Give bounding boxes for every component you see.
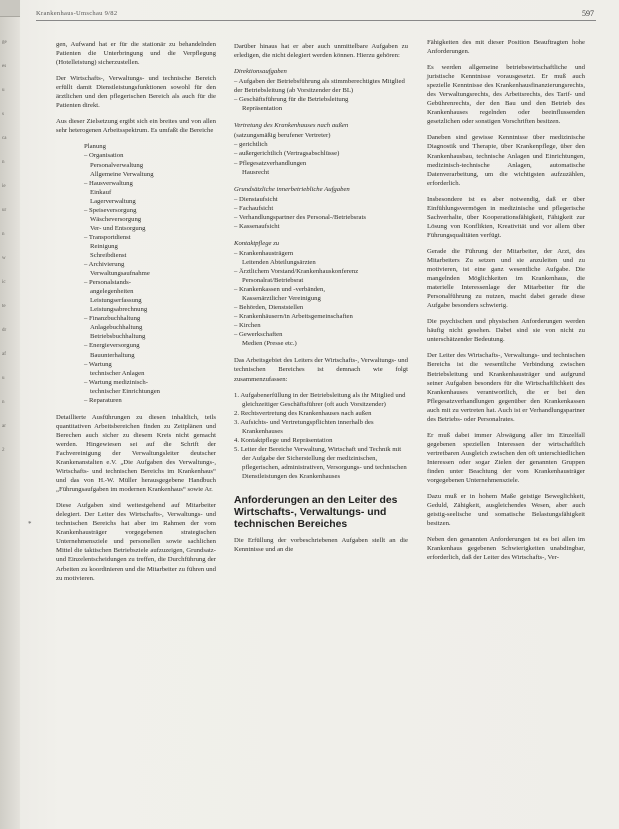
numbered-item: 5. Leiter der Bereiche Verwaltung, Wirtschaft und Technik mit der Aufgabe der Sicherstellung der medizinischen, pflegerischen, administrativen, Versorgungs- und technischen Dienstleistungen des Krankenhauses xyxy=(234,445,407,480)
subsection-heading: Direktionsaufgaben xyxy=(234,68,287,76)
list-item: – Organisation xyxy=(84,152,124,160)
list-item: – Reparaturen xyxy=(84,396,122,404)
list-item: – Wartung medizinisch- xyxy=(84,378,148,386)
numbered-item: 3. Aufsichts- und Vertretungspflichten innerhalb des Krankenhauses xyxy=(234,418,374,435)
edge-fragment: s xyxy=(2,112,4,117)
list-item: – Dienstaufsicht xyxy=(234,195,278,203)
list-item: – Ärztlichem Vorstand/Krankenhauskonferenz xyxy=(234,267,359,275)
list-item: Anlagebuchhaltung xyxy=(90,324,143,332)
list-item: – Kassenaufsicht xyxy=(234,222,280,230)
edge-fragment: ge xyxy=(2,40,7,45)
edge-fragment: n xyxy=(2,160,5,165)
page-number: 597 xyxy=(582,9,594,18)
list-item: Verwaltungsaufnahme xyxy=(90,270,150,278)
numbered-item: 2. Rechtsvertretung des Krankenhauses nach außen xyxy=(234,409,372,417)
running-header: Krankenhaus-Umschau 9/82 xyxy=(36,10,118,17)
area-list xyxy=(56,142,216,404)
header-rule xyxy=(36,20,596,21)
paragraph: Die psychischen und physischen Anforderungen werden häufig nicht gesehen. Dabei sind sie von nicht zu unterschätzender Bedeutung. xyxy=(427,318,585,344)
list-item: – außergerichtlich (Vertragsabschlüsse) xyxy=(234,150,340,158)
binding-clip xyxy=(0,0,20,17)
edge-fragment: dr xyxy=(2,328,7,333)
edge-fragment: n xyxy=(2,232,5,237)
edge-fragment: u xyxy=(2,376,5,381)
paragraph: Insbesondere ist es aber notwendig, daß er über Einfühlungsvermögen in medizinische und pflegerische Sachverhalte, über Kooperationsfähigkeit, Fähigkeit zur Lösung von Konflikten, Kreativität und vor allem über Führungsqualitäten verfügt. xyxy=(427,195,585,239)
paragraph: Das Arbeitsgebiet des Leiters der Wirtschafts-, Verwaltungs- und technischen Bereiches ist demnach wie folgt zusammenzufassen: xyxy=(234,357,408,383)
edge-fragment: ar xyxy=(2,424,6,429)
list-item: – Krankenhausträgern xyxy=(234,249,294,257)
list-item: – Energieversorgung xyxy=(84,342,140,350)
paragraph: gen, Aufwand hat er für die stationär zu behandelnden Patienten die Unterbringung und die Verpflegung (Hotelleistung) sicherzustellen. xyxy=(56,41,216,67)
column-1 xyxy=(56,40,216,590)
list-item: technischer Anlagen xyxy=(90,369,145,377)
margin-mark: * xyxy=(28,520,32,528)
subsection-note: (satzungsmäßig berufener Vertreter) xyxy=(234,132,331,140)
list-item: – Verhandlungspartner des Personal-/Betriebsrats xyxy=(234,213,366,221)
paragraph: Detaillierte Ausführungen zu diesen inhaltlich, teils quantitativen Arbeitsbereichen finden zu Zeitplänen und Berechen auch sicher zu diesem Kreis nicht gemacht werden. Hingewiesen sei auf die Schrift der Fachvereinigung der Verwaltungsleiter deutscher Krankenanstalten e.V. „Die Aufgaben des Verwaltungs-, Wirtschafts- und technischen Bereichs im Krankenhaus“ und das von H.-W. Müller herausgegebene Handbuch „Führungsaufgaben im modernen Krankenhaus“ sowie Ar. xyxy=(56,413,216,494)
list-item: – Krankenhäusern/in Arbeitsgemeinschaften xyxy=(234,313,353,321)
list-item: Schreibdienst xyxy=(90,251,127,259)
list-item: – Krankenkassen und -verbänden, xyxy=(234,286,325,294)
paragraph: Daneben sind gewisse Kenntnisse über medizinische Diagnostik und Therapie, über Krankenpflege, über den Krankenhausbau, technische Anlagen und Einrichtungen, medizinisch-technische Anlagen, automatische Datenverarbeitung, um die wichtigsten aufzuzählen, erforderlich. xyxy=(427,134,585,187)
edge-fragment: es xyxy=(2,64,7,69)
numbered-item: 4. Kontaktpflege und Repräsentation xyxy=(234,436,333,444)
paragraph: Dazu muß er in hohem Maße geistige Beweglichkeit, Geduld, Zähigkeit, ausgleichendes Wesen, aber auch geistig-seelische und somatische Belastungsfähigkeit besitzen. xyxy=(427,493,585,528)
list-item: Personalrat/Betriebsrat xyxy=(242,277,304,285)
list-item: – gerichtlich xyxy=(234,141,268,149)
section-heading: Anforderungen an den Leiter des Wirtschafts-, Verwaltungs- und technischen Bereiches xyxy=(234,495,398,531)
list-item: – Transportdienst xyxy=(84,233,131,241)
list-item: – Pflegesatzverhandlungen xyxy=(234,159,307,167)
list-item: – Archivierung xyxy=(84,261,125,269)
paragraph: Der Leiter des Wirtschafts-, Verwaltungs- und technischen Bereichs ist die wesentliche Verbindung zwischen Betriebsleitung und Krankenhausträger und aufgrund seiner Aufgaben besonders für die Wirtschaftlichkeit des Krankenhauses verantwortlich, die er bei den Pflegesatzverhandlungen gegenüber den Krankenkassen auch mit zu vertreten hat. Auch ist er Verhandlungspartner des Betriebs- oder Personalrates. xyxy=(427,352,585,423)
list-item: Leitenden Abteilungsärzten xyxy=(242,258,316,266)
edge-fragment: ca xyxy=(2,136,7,141)
column-2 xyxy=(234,42,408,561)
task-list xyxy=(234,77,408,113)
edge-fragment: w xyxy=(2,256,6,261)
list-item: Hausrecht xyxy=(242,168,270,176)
task-sections xyxy=(234,67,408,348)
paragraph: Es werden allgemeine betriebswirtschaftliche und juristische Kenntnisse vorausgesetzt. Er muß auch spezielle Kenntnisse des Krankenhausfinanzierungsrechts, des Verwaltungsrechts, des Arbeitsrechts, des Tarif- und Gebührenrechts, der den Bau und den Betrieb des Krankenhauses regelnden oder beeinflussenden gesetzlichen oder sonstigen Vorschriften besitzen. xyxy=(427,64,585,126)
edge-fragment: u xyxy=(2,88,5,93)
list-item: Repräsentation xyxy=(242,105,283,113)
list-item: technischer Einrichtungen xyxy=(90,387,161,395)
list-item: Lagerverwaltung xyxy=(90,197,136,205)
paragraph: Aus dieser Zielsetzung ergibt sich ein breites und von allen sehr heterogenen Arbeitsspektrum. Es umfaßt die Bereiche xyxy=(56,118,216,135)
subsection-heading: Kontaktpflege zu xyxy=(234,239,280,247)
list-item: Bauunterhaltung xyxy=(90,351,135,359)
list-item: – Geschäftsführung für die Betriebsleitung xyxy=(234,96,349,104)
list-item: Leistungsabrechnung xyxy=(90,306,148,314)
task-list xyxy=(234,195,408,231)
subsection-heading: Grundsätzliche innerbetriebliche Aufgaben xyxy=(234,185,350,193)
paragraph: Die Erfüllung der vorbeschriebenen Aufgaben stellt an die Kenntnisse und an die xyxy=(234,537,408,554)
list-item: – Behörden, Dienststellen xyxy=(234,304,304,312)
edge-fragment: te xyxy=(2,304,6,309)
edge-fragment: n xyxy=(2,400,5,405)
adjacent-page-edge xyxy=(0,0,20,829)
edge-fragment: af xyxy=(2,352,6,357)
list-item: – Hausverwaltung xyxy=(84,179,133,187)
list-item: Planung xyxy=(84,143,106,151)
list-item: – Speiseversorgung xyxy=(84,206,137,214)
list-item: – Kirchen xyxy=(234,322,261,330)
list-item: – Personalstands- xyxy=(84,279,131,287)
paragraph: Fähigkeiten des mit dieser Position Beauftragten hohe Anforderungen. xyxy=(427,39,585,56)
paragraph: Der Wirtschafts-, Verwaltungs- und technische Bereich erfüllt damit Dienstleistungsfunktionen sowohl für den ärztlichen und den pflegerischen Bereich als auch für die Patienten direkt. xyxy=(56,75,216,110)
list-item: Personalverwaltung xyxy=(90,161,144,169)
list-item: Medien (Presse etc.) xyxy=(242,340,297,348)
list-item: Betriebsbuchhaltung xyxy=(90,333,146,341)
subsection-heading: Vertretung des Krankenhauses nach außen xyxy=(234,122,349,130)
list-item: Ver- und Entsorgung xyxy=(90,224,146,232)
list-item: Einkauf xyxy=(90,188,112,196)
paragraph: Neben den genannten Anforderungen ist es bei allen im Krankenhaus gegebenen Schwierigkeiten unabdingbar, erforderlich, daß der Leiter des Wirtschafts-, Ver- xyxy=(427,536,585,562)
list-item: – Aufgaben der Betriebsführung als stimmberechtigtes Mitglied der Betriebsleitung (ab Vorsitzender der BL) xyxy=(234,78,405,95)
list-item: Reinigung xyxy=(90,242,118,250)
edge-fragment: ie xyxy=(2,184,6,189)
list-item: Wäscheversorgung xyxy=(90,215,142,223)
paragraph: Er muß dabei immer Abwägung aller im Einzelfall gegebenen speziellen Interessen der wirtschaftlich vertretbaren Ausgleich zwischen den oft unterschiedlichen Interessen oder sogar Zielen der genannten Gruppen finden unter Beachtung der vom Krankenhausträger vorgegebenen Unternehmensziele. xyxy=(427,431,585,485)
numbered-item: 1. Aufgabenerfüllung in der Betriebsleitung als ihr Mitglied und gleichzeitiger Geschäftsführer (oft auch Vorsitzender) xyxy=(234,391,406,408)
list-item: Allgemeine Verwaltung xyxy=(90,170,154,178)
list-item: Kassenärztlicher Vereinigung xyxy=(242,295,321,303)
edge-fragment: ic xyxy=(2,280,6,285)
paragraph: Darüber hinaus hat er aber auch unmittelbare Aufgaben zu erledigen, die nicht delegiert werden können. Hierzu gehören: xyxy=(234,43,408,60)
edge-fragment: 2 xyxy=(2,448,5,453)
task-list xyxy=(234,249,408,349)
task-list xyxy=(234,140,408,176)
list-item: – Fachaufsicht xyxy=(234,204,274,212)
paragraph: Gerade die Führung der Mitarbeiter, der Arzt, des Mitarbeiters Zu setzen und sie anzuleiten und zu motivieren, ist eine ganz wesentliche Aufgabe. Die mangelnden Möglichkeiten im Krankenhaus, die materielle Interessenlage der Mitarbeiter für die Personalführung zu nutzen, macht dabei gerade diese Aufgabe besonders schwierig. xyxy=(427,247,585,310)
list-item: – Wartung xyxy=(84,360,112,368)
list-item: – Finanzbuchhaltung xyxy=(84,315,141,323)
list-item: – Gewerkschaften xyxy=(234,331,283,339)
edge-fragment: ur xyxy=(2,208,7,213)
paragraph: Diese Aufgaben sind weitestgehend auf Mitarbeiter delegiert. Der Leiter des Wirtschafts-, Verwaltungs- und technischen Bereichs hat aber im Rahmen der vom Krankenhausträger vorgegebenen strategischen Unternehmensziele und personellen sowie sachlichen Mittel die taktischen Betriebsziele aufzuzeigen, Grundsatz- und Einzelentscheidungen zu treffen, die Durchführung der Arbeiten zu koordinieren und die Mitarbeiter zu führen und zu motivieren. xyxy=(56,502,216,582)
column-3 xyxy=(427,38,585,569)
list-item: angelegenheiten xyxy=(90,288,134,296)
list-item: Leistungserfassung xyxy=(90,297,142,305)
numbered-list xyxy=(234,391,408,481)
